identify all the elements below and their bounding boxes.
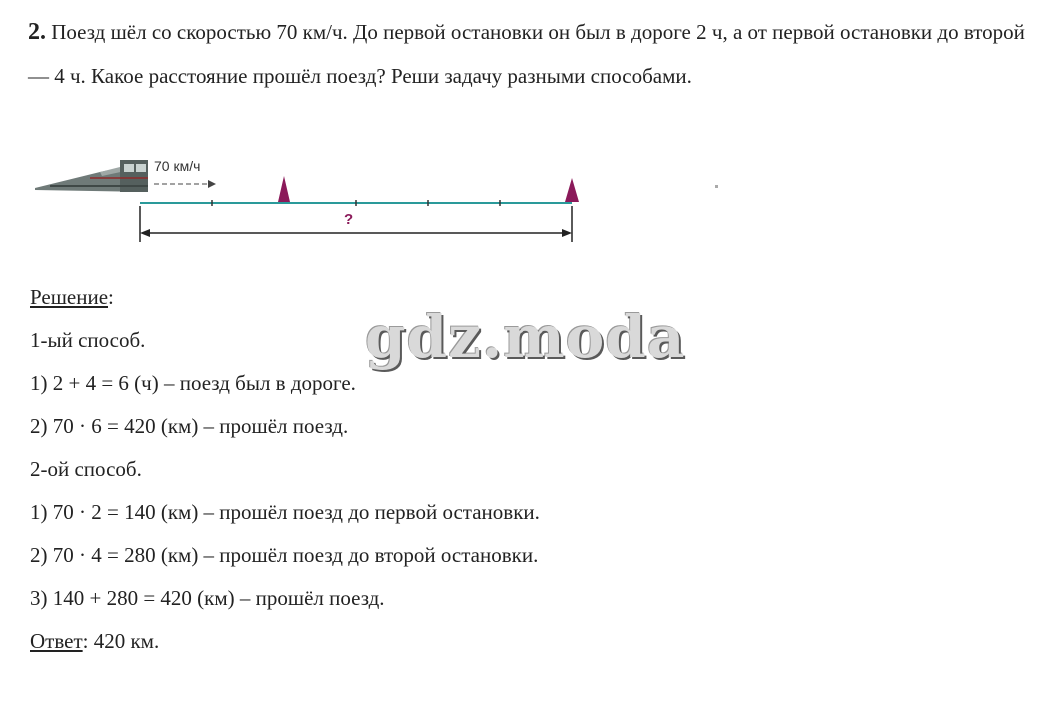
method-1-step-2: 2) 70 · 6 = 420 (км) – прошёл поезд. [30,414,349,438]
speed-arrow [154,180,216,188]
first-stop-marker [278,176,290,202]
answer-value: : 420 км. [82,629,160,653]
solution-heading-label: Решение [30,285,109,309]
distance-bracket [140,206,572,242]
solution-heading-colon: : [108,285,114,309]
answer-label: Ответ [30,629,83,653]
train-icon [35,160,148,192]
method-2-step-2: 2) 70 · 4 = 280 (км) – прошёл поезд до второй остановки. [30,543,539,567]
method-2-title: 2-ой способ. [30,457,142,481]
method-1-step-1: 1) 2 + 4 = 6 (ч) – поезд был в дороге. [30,371,356,395]
answer [30,620,540,663]
method-1-title: 1-ый способ. [30,328,146,352]
train-diagram [30,150,590,250]
unknown-distance-label: ? [344,211,354,228]
method-2-step-1: 1) 70 · 2 = 140 (км) – прошёл поезд до первой остановки. [30,500,540,524]
second-stop-marker [565,178,579,202]
problem-statement [28,10,1028,98]
problem-text: Поезд шёл со скоростью 70 км/ч. До первой остановки он был в дороге 2 ч, а от первой остановки до второй — 4 ч. Какое расстояние прошёл поезд? Реши задачу разными способами. [28,20,1025,88]
method-2-step-3: 3) 140 + 280 = 420 (км) – прошёл поезд. [30,586,385,610]
stray-dot [715,185,718,188]
speed-label: 70 км/ч [154,158,201,174]
problem-number: 2. [28,19,46,45]
watermark: gdz.moda [365,303,686,371]
